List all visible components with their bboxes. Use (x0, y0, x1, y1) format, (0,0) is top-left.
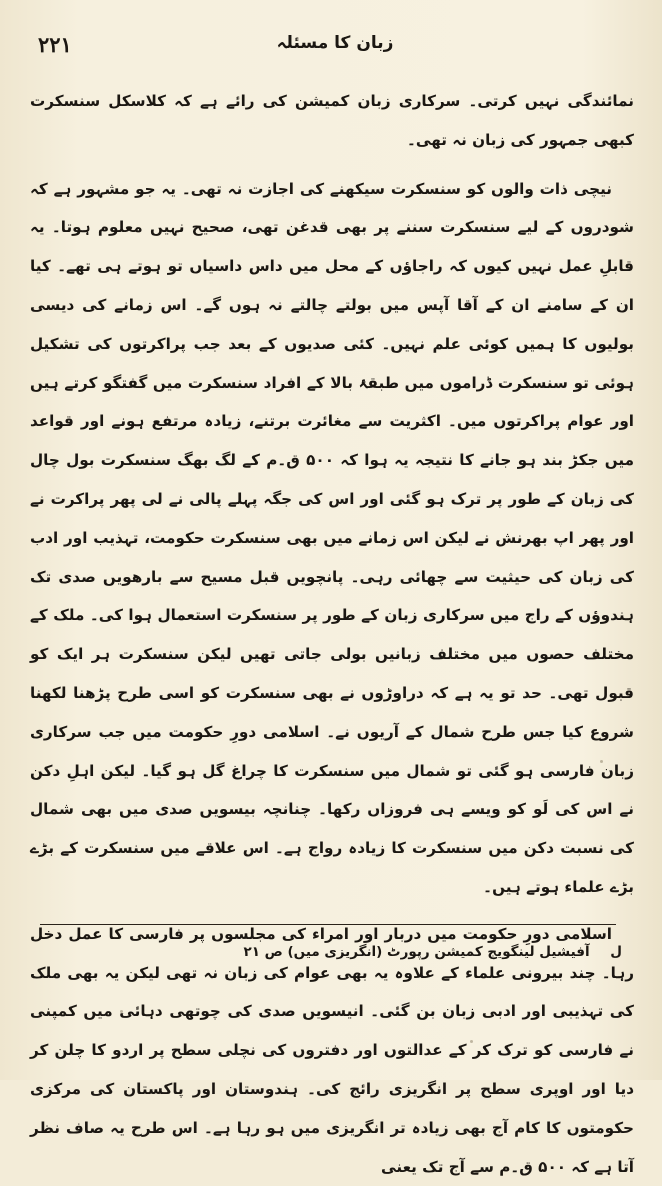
page-body (30, 82, 634, 1186)
running-title: زبان کا مسئلہ (276, 33, 394, 53)
footnote (52, 944, 622, 960)
footnote-divider (40, 924, 616, 925)
paragraph-2: نیچی ذات والوں کو سنسکرت سیکھنے کی اجازت نہ تھی۔ یہ جو مشہور ہے کہ شودروں کے لیے سنسکرت سننے پر بھی قدغن تھی، صحیح نہیں معلوم ہوتا۔ یہ قابلِ عمل نہیں کیوں کہ راجاؤں کے محل میں داس داسیاں تو ہوتے ہی تھے۔ کیا ان کے سامنے ان کے آقا آپس میں بولتے چالتے نہ ہوں گے۔ اس زمانے کی دیسی بولیوں کا ہمیں کوئی علم نہیں۔ کئی صدیوں کے بعد جب پراکرتوں کی تشکیل ہوئی تو سنسکرت ڈراموں میں طبقۂ بالا کے افراد سنسکرت میں گفتگو کرتے ہیں اور عوام پراکرتوں میں۔ اکثریت سے مغائرت برتنے، زیادہ مرتفع ہونے اور قواعد میں جکڑ بند ہو جانے کا نتیجہ یہ ہوا کہ ۵۰۰ ق۔م کے لگ بھگ سنسکرت بول چال کی زبان کے طور پر ترک ہو گئی اور اس کی جگہ پہلے پالی نے لی پھر پراکرت نے اور پھر اپ بھرنش نے لیکن اس زمانے میں بھی سنسکرت حکومت، تہذیب اور ادب کی زبان کی حیثیت سے چھائی رہی۔ پانچویں قبل مسیح سے بارھویں صدی تک ہندوؤں کے راج میں سرکاری زبان کے طور پر سنسکرت استعمال ہوا کی۔ ملک کے مختلف حصوں میں مختلف زبانیں بولی جاتی تھیں لیکن سنسکرت ہر ایک کو قبول تھی۔ حد تو یہ ہے کہ دراوڑوں نے بھی سنسکرت کو اسی طرح پڑھنا لکھنا شروع کیا جس طرح شمال کے آریوں نے۔ اسلامی دورِ حکومت میں جب سرکاری زبان فارسی ہو گئی تو شمال میں سنسکرت کا چراغ گل ہو گیا۔ لیکن اہلِ دکن نے اس کی لَو کو ویسے ہی فروزاں رکھا۔ چنانچہ بیسویں صدی میں بھی شمال کی نسبت دکن میں سنسکرت کا زیادہ رواج ہے۔ اس علاقے میں سنسکرت کے بڑے بڑے علماء ہوتے ہیں۔ (30, 179, 634, 896)
paper-speck (600, 760, 603, 763)
footnote-marker: ل (610, 944, 622, 960)
page-header (38, 30, 632, 60)
paragraph-3: اسلامی دورِ حکومت میں دربار اور امراء کی مجلسوں پر فارسی کا عمل دخل رہا۔ چند بیرونی علماء کے علاوہ یہ بھی عوام کی زبان نہ تھی لیکن یہ بھی ملک کی تہذیبی اور ادبی زبان بن گئی۔ انیسویں صدی کی چوتھی دہائی میں کمپنی نے فارسی کو ترک کر کے عدالتوں اور دفتروں کی نچلی سطح پر اردو کا چلن کر دیا اور اوپری سطح پر انگریزی رائج کی۔ ہندوستان اور پاکستان کی مرکزی حکومتوں کا کام آج بھی زیادہ تر انگریزی میں ہو رہا ہے۔ اس طرح یہ صاف نظر آتا ہے کہ ۵۰۰ ق۔م سے آج تک یعنی (30, 924, 634, 1176)
paper-speck (470, 1040, 473, 1043)
paragraph-1: نمائندگی نہیں کرتی۔ سرکاری زبان کمیشن کی رائے ہے کہ کلاسکل سنسکرت کبھی جمہور کی زبان نہ تھی۔ (30, 92, 634, 149)
page-number: ۲۲۱ (38, 32, 72, 57)
paper-speck (120, 1010, 123, 1013)
footnote-text: آفیشیل لینگویج کمیشن رپورٹ (انگریزی میں) ص ۲۱ (243, 944, 590, 960)
